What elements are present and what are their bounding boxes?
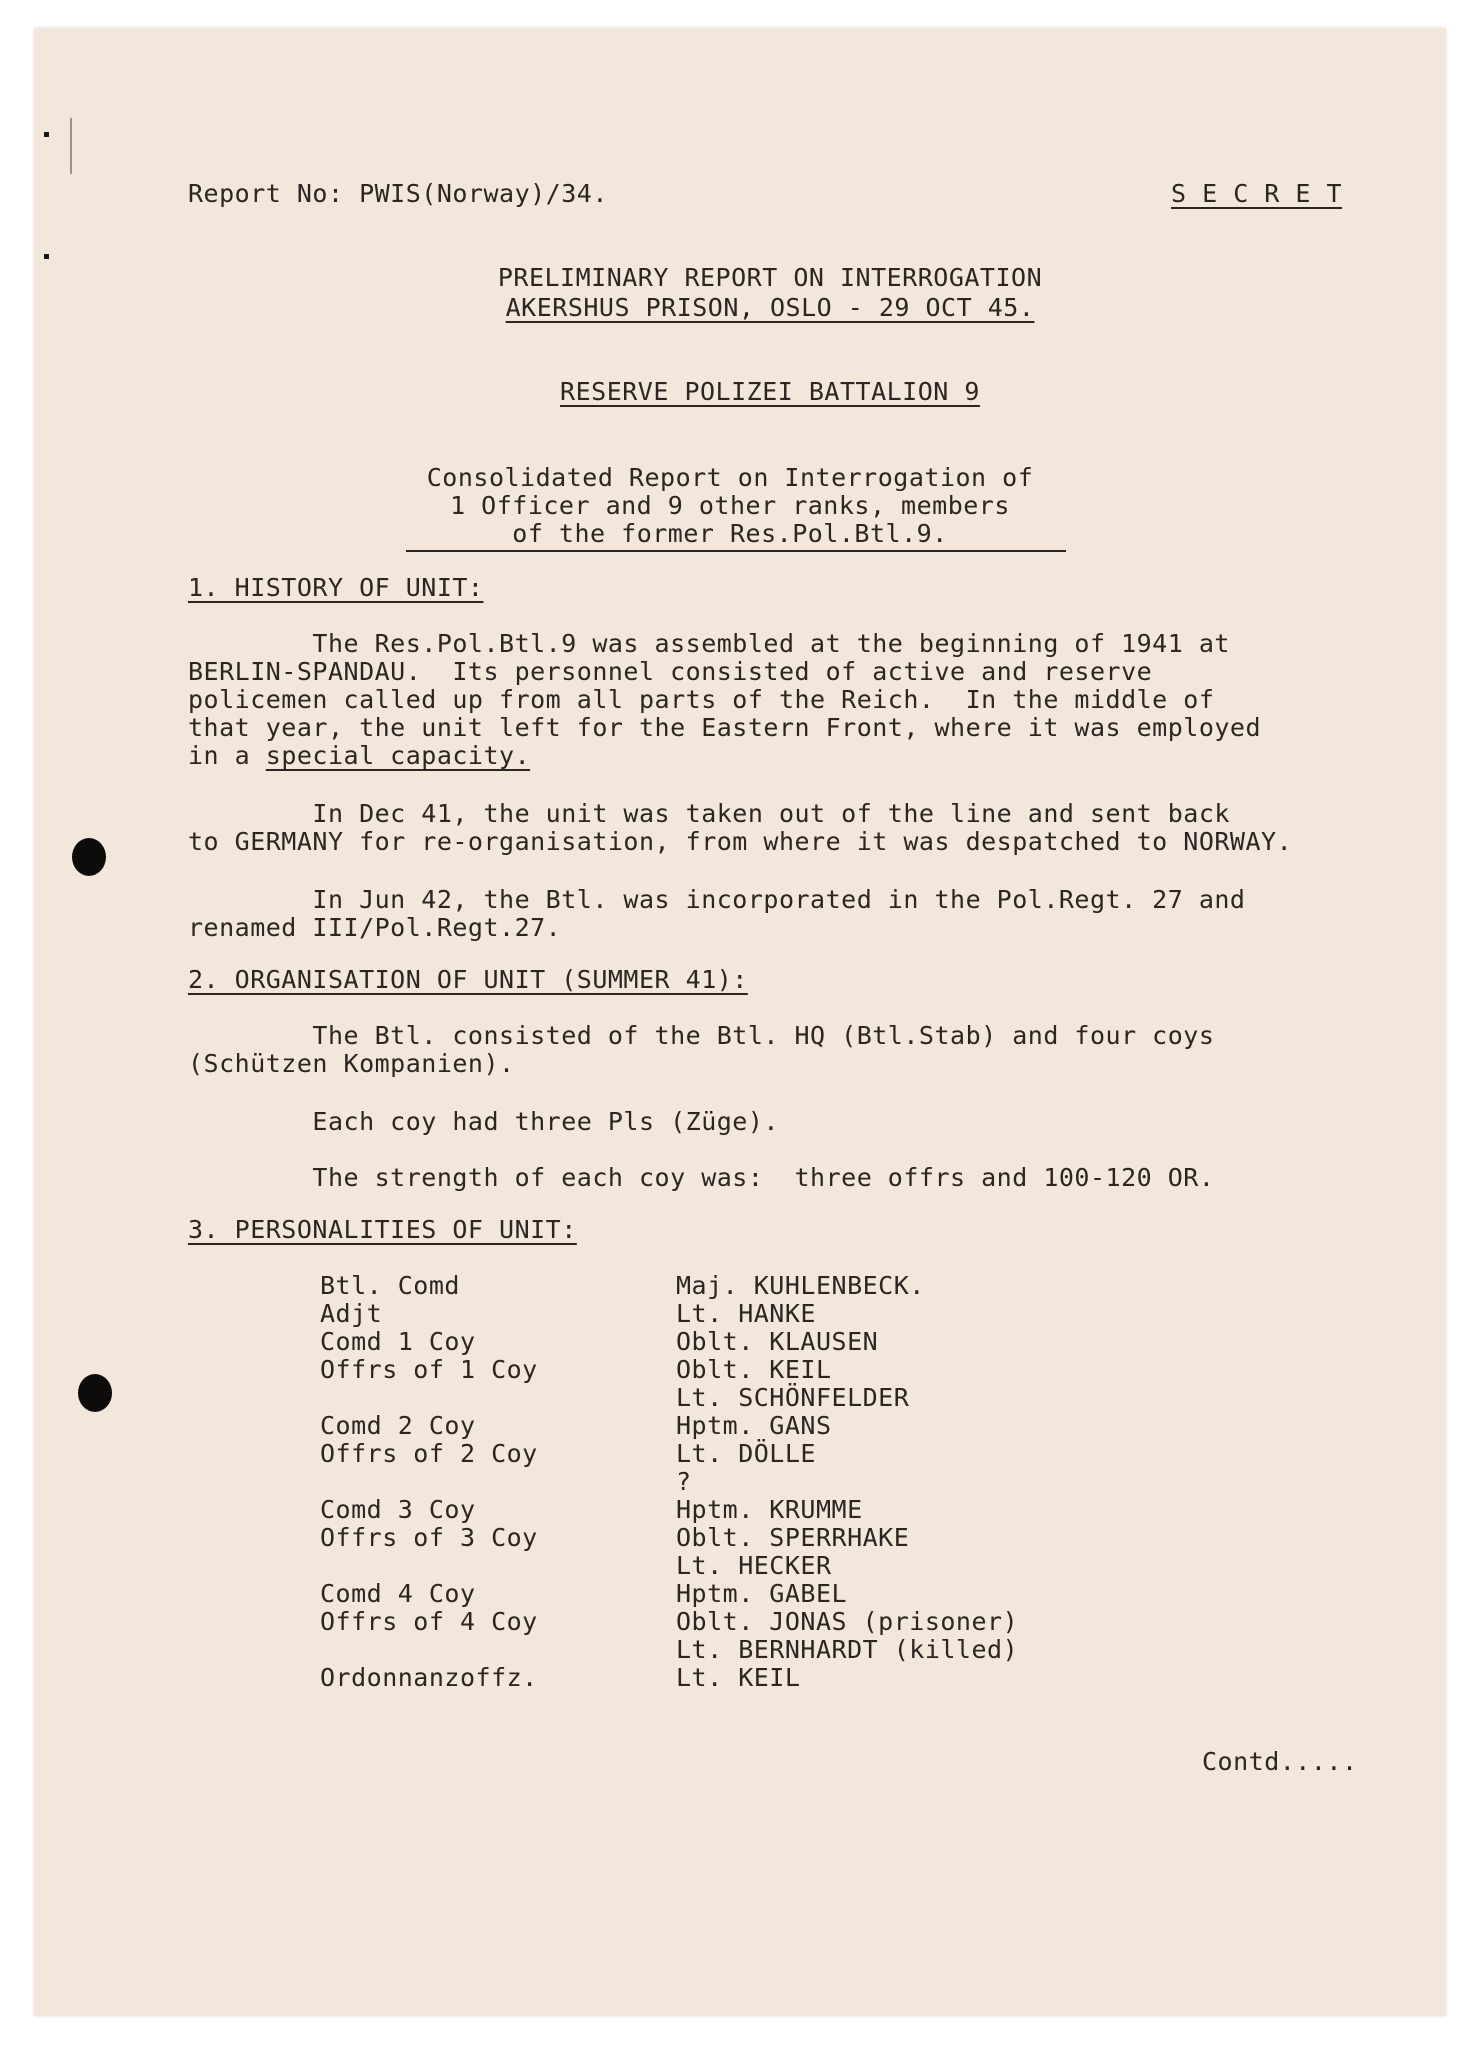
name-cell: Lt. HECKER (676, 1551, 832, 1580)
continued-marker: Contd..... (1202, 1747, 1358, 1776)
table-row (676, 1552, 832, 1580)
section-1-line: In Jun 42, the Btl. was incorporated in the Pol.Regt. 27 and (188, 885, 1246, 914)
role-cell: Comd 2 Coy (320, 1411, 476, 1440)
name-cell: Hptm. GABEL (676, 1579, 848, 1608)
classification: S E C R E T (1171, 179, 1343, 208)
role-cell: Btl. Comd (320, 1271, 460, 1300)
name-cell: Oblt. KLAUSEN (676, 1327, 879, 1356)
table-row (676, 1356, 832, 1384)
section-1-line: policemen called up from all parts of the Reich. In the middle of (188, 685, 1215, 714)
role-cell: Comd 4 Coy (320, 1579, 476, 1608)
subtitle-line-2: 1 Officer and 9 other ranks, members (450, 491, 1010, 520)
margin-mark (44, 132, 49, 137)
name-cell: Maj. KUHLENBECK. (676, 1271, 925, 1300)
section-2-line: The Btl. consisted of the Btl. HQ (Btl.Stab) and four coys (188, 1021, 1215, 1050)
punch-hole (72, 838, 106, 876)
table-row (320, 1272, 460, 1300)
margin-mark (70, 118, 72, 174)
name-cell: Oblt. JONAS (prisoner) (676, 1607, 1019, 1636)
section-1-line: to GERMANY for re-organisation, from where it was despatched to NORWAY. (188, 827, 1293, 856)
name-cell: Lt. KEIL (676, 1663, 801, 1692)
table-row (320, 1664, 538, 1692)
section-1-line: The Res.Pol.Btl.9 was assembled at the beginning of 1941 at (188, 629, 1230, 658)
table-row (320, 1496, 476, 1524)
section-3-heading: 3. PERSONALITIES OF UNIT: (188, 1215, 577, 1244)
table-row (676, 1328, 878, 1356)
table-row (320, 1328, 476, 1356)
table-row (676, 1272, 925, 1300)
table-row (676, 1384, 909, 1412)
table-row (676, 1580, 847, 1608)
section-2-line: The strength of each coy was: three offrs and 100-120 OR. (188, 1163, 1215, 1192)
name-cell: Lt. SCHÖNFELDER (676, 1383, 910, 1412)
table-row (320, 1412, 476, 1440)
table-row (676, 1636, 1018, 1664)
role-cell: Comd 3 Coy (320, 1495, 476, 1524)
unit-title: RESERVE POLIZEI BATTALION 9 (560, 377, 980, 406)
table-row (676, 1496, 863, 1524)
section-1-line-prefix: in a (188, 741, 266, 770)
section-1-line (188, 742, 530, 770)
name-cell: ? (676, 1467, 692, 1496)
role-cell: Offrs of 2 Coy (320, 1439, 538, 1468)
table-row (320, 1580, 476, 1608)
punch-hole (78, 1374, 112, 1412)
table-row (676, 1608, 1018, 1636)
name-cell: Hptm. KRUMME (676, 1495, 863, 1524)
name-cell: Lt. HANKE (676, 1299, 816, 1328)
table-row (676, 1468, 692, 1496)
section-1-line: renamed III/Pol.Regt.27. (188, 913, 562, 942)
section-1-line: BERLIN-SPANDAU. Its personnel consisted of active and reserve (188, 657, 1153, 686)
name-cell: Hptm. GANS (676, 1411, 832, 1440)
table-row (676, 1524, 909, 1552)
table-row (320, 1608, 538, 1636)
name-cell: Oblt. SPERRHAKE (676, 1523, 910, 1552)
name-cell: Oblt. KEIL (676, 1355, 832, 1384)
title-line-2: AKERSHUS PRISON, OSLO - 29 OCT 45. (505, 293, 1035, 322)
table-row (676, 1300, 816, 1328)
report-number: Report No: PWIS(Norway)/34. (188, 179, 608, 208)
section-1-line: that year, the unit left for the Eastern Front, where it was employed (188, 713, 1262, 742)
section-2-line: (Schützen Kompanien). (188, 1049, 515, 1078)
role-cell: Adjt (320, 1299, 383, 1328)
title-line-1: PRELIMINARY REPORT ON INTERROGATION (497, 263, 1043, 292)
section-1-line: In Dec 41, the unit was taken out of the line and sent back (188, 799, 1230, 828)
role-cell: Ordonnanzoffz. (320, 1663, 538, 1692)
table-row (320, 1440, 538, 1468)
table-row (320, 1356, 538, 1384)
subtitle-line-3: of the former Res.Pol.Btl.9. (512, 519, 948, 548)
name-cell: Lt. DÖLLE (676, 1439, 816, 1468)
section-1-heading: 1. HISTORY OF UNIT: (188, 573, 484, 602)
margin-mark (44, 254, 49, 259)
table-row (676, 1664, 800, 1692)
table-row (676, 1440, 816, 1468)
table-row (320, 1300, 382, 1328)
subtitle-line-1: Consolidated Report on Interrogation of (426, 463, 1034, 492)
section-2-heading: 2. ORGANISATION OF UNIT (SUMMER 41): (188, 965, 748, 994)
document-page (34, 28, 1446, 2016)
table-row (320, 1524, 538, 1552)
special-capacity-emphasis: special capacity. (265, 741, 531, 770)
name-cell: Lt. BERNHARDT (killed) (676, 1635, 1019, 1664)
role-cell: Offrs of 3 Coy (320, 1523, 538, 1552)
role-cell: Comd 1 Coy (320, 1327, 476, 1356)
role-cell: Offrs of 4 Coy (320, 1607, 538, 1636)
subtitle-underline (406, 550, 1066, 552)
role-cell: Offrs of 1 Coy (320, 1355, 538, 1384)
section-2-line: Each coy had three Pls (Züge). (188, 1107, 779, 1136)
table-row (676, 1412, 832, 1440)
